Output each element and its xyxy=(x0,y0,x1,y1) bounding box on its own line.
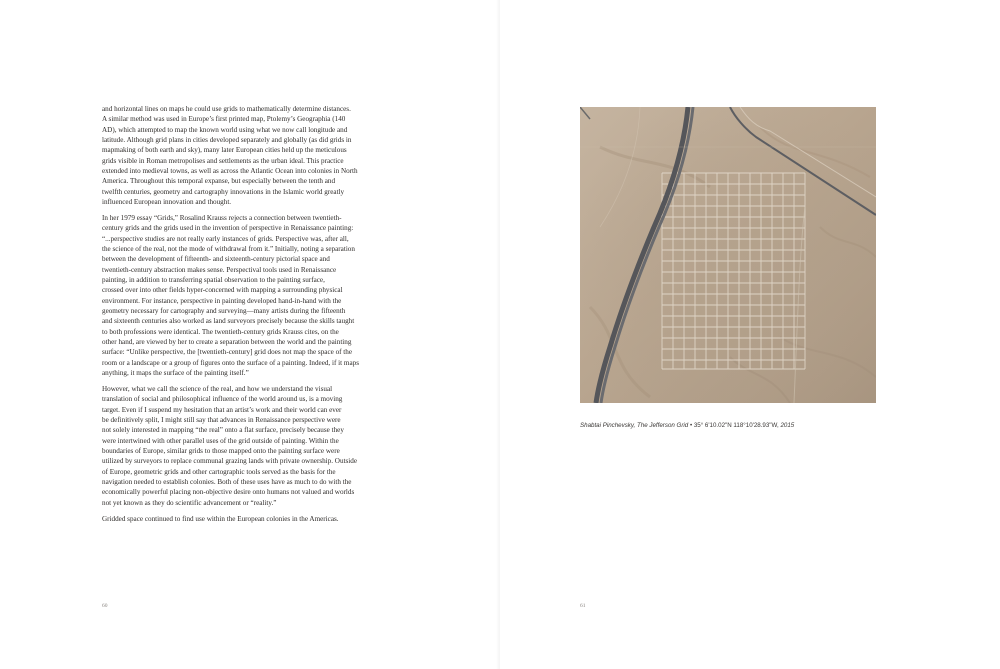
caption-year: 2015 xyxy=(780,422,795,429)
caption-separator: , xyxy=(633,422,637,429)
paragraph-4: Gridded space continued to find use within the European colonies in the Americas. xyxy=(102,514,339,523)
body-text xyxy=(102,104,398,529)
caption-artist: Shabtai Pinchevsky xyxy=(580,422,634,429)
caption-title: The Jefferson Grid xyxy=(637,422,689,429)
photo-caption xyxy=(580,422,910,429)
page-number-right: 61 xyxy=(580,603,586,609)
caption-details: • 35° 6'10.02"N 118°10'28.93"W, xyxy=(688,422,781,429)
aerial-photo xyxy=(580,107,876,403)
paragraph-2: In her 1979 essay “Grids,” Rosalind Krauss rejects a connection between twentieth- century grids and the grids used in the invention of perspective in Renaissance painting: “...perspective studies are not really early instances of grids. Perspective was, after all, the science of the real, not the mode of withdrawal from it.” Initially, noting a separation between the development of fifteenth- and sixteenth-century pictorial space and twentieth-century abstraction makes sense. Perspectival tools used in Renaissance painting, in addition to transferring spatial observation to the painting surface, crossed over into other fields hyper-concerned with mapping a surrounding physical environment. For instance, perspective in painting developed hand-in-hand with the geometry necessary for cartography and surveying—many artists during the fifteenth and sixteenth centuries also worked as land surveyors precisely because the skills taught to both professions were identical. The twentieth-century grids Krauss cites, on the other hand, are viewed by her to create a separation between the world and the painting surface: “Unlike perspective, the [twentieth-century] grid does not map the space of the room or a landscape or a group of figures onto the surface of a painting. Indeed, if it maps anything, it maps the surface of the painting itself.” xyxy=(102,213,359,378)
right-page xyxy=(500,0,1000,669)
paragraph-1: and horizontal lines on maps he could use grids to mathematically determine distances. A similar method was used in Europe’s first printed map, Ptolemy’s Geographia (140 AD), which attempted to map the known world using what we now call longitude and latitude. Although grid plans in cities developed separately and globally (as did grids in mapmaking of both earth and sky), many later European cities held up the meticulous grids visible in Roman metropolises and settlements as the urban ideal. This practice extended into medieval towns, as well as across the Atlantic Ocean into colonies in North America. Throughout this temporal expanse, but especially between the tenth and twelfth centuries, geometry and cartography innovations in the Islamic world greatly influenced European innovation and thought. xyxy=(102,105,358,207)
aerial-photo-image xyxy=(580,107,876,403)
page-number-left: 60 xyxy=(102,603,108,609)
paragraph-3: However, what we call the science of the real, and how we understand the visual translation of social and philosophical influence of the world around us, is a moving target. Even if I suspend my hesitation that an artist’s work and their world can ever be definitively split, I might still say that advances in Renaissance perspective were not solely interested in mapping “the real” onto a flat surface, precisely because they were intertwined with other parallel uses of the grid outside of painting. Within the boundaries of Europe, similar grids to those mapped onto the painting surface were utilized by surveyors to replace communal grazing lands with private ownership. Outside of Europe, geometric grids and other cartographic tools served as the basis for the navigation needed to establish colonies. Both of these uses have as much to do with the economically powerful placing non-objective desire onto humans not valued and worlds not yet known as they do scientific advancement or “reality.” xyxy=(102,384,358,507)
